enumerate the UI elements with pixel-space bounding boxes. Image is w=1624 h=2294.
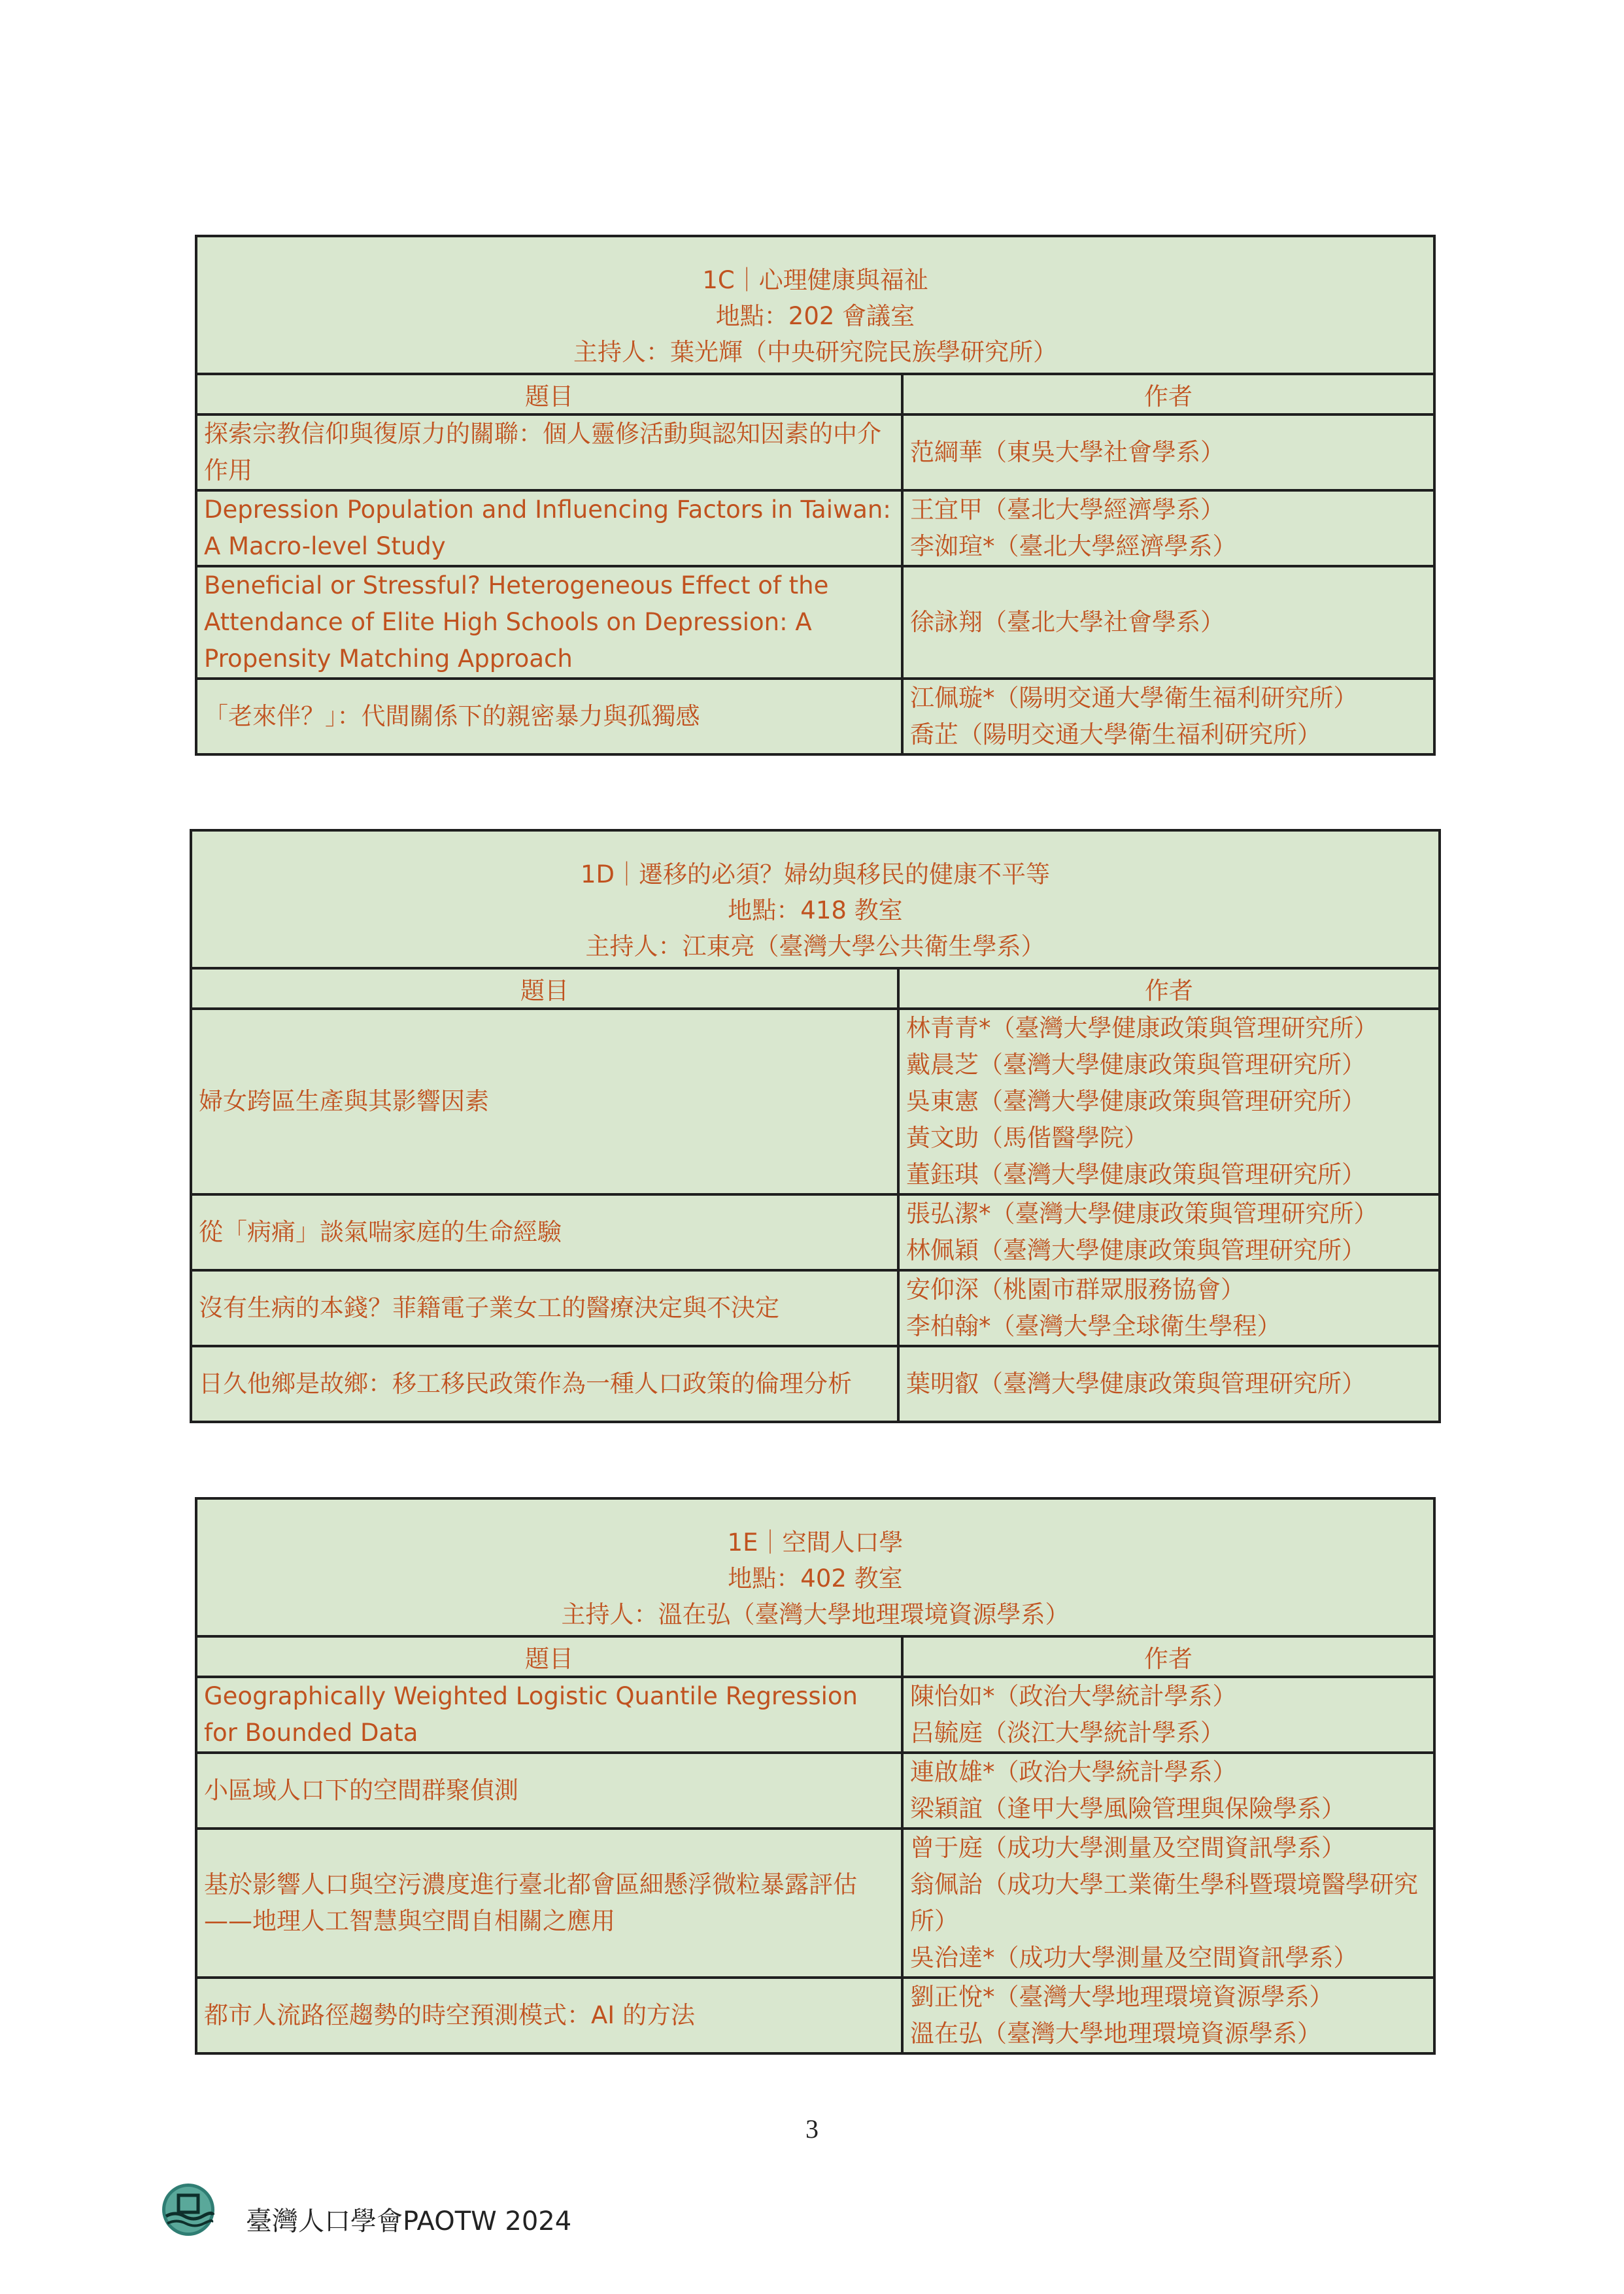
column-header-author: 作者 [902,1638,1433,1677]
author: 范綱華（東吳大學社會學系） [910,438,1225,466]
column-header-title: 題目 [197,375,902,414]
session-host: 主持人：溫在弘（臺灣大學地理環境資源學系） [561,1600,1070,1628]
author: 溫在弘（臺灣大學地理環境資源學系） [910,2019,1321,2048]
session-title: 1E｜空間人口學 [727,1528,904,1557]
paper-authors [898,1270,1438,1346]
paper-title: 婦女跨區生產與其影響因素 [192,1009,898,1194]
session-header [192,832,1438,970]
table-row [197,1978,1433,2052]
session-1d [190,829,1441,1423]
paper-title: Geographically Weighted Logistic Quantile Regression for Bounded Data [197,1677,902,1753]
author: 王宜甲（臺北大學經濟學系） [910,496,1225,524]
table-row [192,1270,1438,1346]
author: 黃文助（馬偕醫學院） [906,1124,1148,1152]
session-title: 1C｜心理健康與福祉 [702,266,928,294]
paper-authors [902,1978,1433,2052]
session-1c [195,235,1436,756]
paper-authors [898,1009,1438,1194]
paper-title: 都市人流路徑趨勢的時空預測模式：AI 的方法 [197,1978,902,2052]
author: 陳怡如*（政治大學統計學系） [910,1682,1237,1710]
paper-authors [902,566,1433,679]
session-table [197,375,1433,753]
author: 呂毓庭（淡江大學統計學系） [910,1719,1225,1747]
paper-title: 基於影響人口與空污濃度進行臺北都會區細懸浮微粒暴露評估——地理人工智慧與空間自相關之應用 [197,1829,902,1978]
author: 徐詠翔（臺北大學社會學系） [910,608,1225,636]
author: 連啟雄*（政治大學統計學系） [910,1758,1237,1786]
author: 吳東憲（臺灣大學健康政策與管理研究所） [906,1087,1366,1115]
session-header [197,1500,1433,1638]
paper-authors [902,1677,1433,1753]
session-venue: 地點：418 教室 [728,896,903,924]
paper-title: 小區域人口下的空間群聚偵測 [197,1753,902,1829]
paper-title: 探索宗教信仰與復原力的關聯：個人靈修活動與認知因素的中介作用 [197,414,902,490]
table-row [197,1829,1433,1978]
paper-title: 從「病痛」談氣喘家庭的生命經驗 [192,1194,898,1270]
table-header-row [192,970,1438,1009]
session-table [197,1638,1433,2052]
table-row [197,1753,1433,1829]
column-header-title: 題目 [192,970,898,1009]
paper-authors [898,1346,1438,1421]
paper-title: Beneficial or Stressful? Heterogeneous Effect of the Attendance of Elite High Schools on Depression: A Propensity Matching Approach [197,566,902,679]
paper-authors [902,1753,1433,1829]
author: 吳治達*（成功大學測量及空間資訊學系） [910,1944,1358,1972]
session-header [197,237,1433,375]
author: 喬芷（陽明交通大學衛生福利研究所） [910,720,1321,749]
author: 李洳瑄*（臺北大學經濟學系） [910,532,1237,560]
table-row [197,1677,1433,1753]
paper-authors [902,490,1433,566]
author: 張弘潔*（臺灣大學健康政策與管理研究所） [906,1200,1378,1228]
paper-title: 「老來伴？」：代間關係下的親密暴力與孤獨感 [197,679,902,753]
session-venue: 地點：202 會議室 [715,302,915,330]
paper-authors [902,679,1433,753]
author: 葉明叡（臺灣大學健康政策與管理研究所） [906,1370,1366,1398]
table-row [192,1194,1438,1270]
session-1e [195,1497,1436,2055]
table-row [197,490,1433,566]
table-header-row [197,1638,1433,1677]
column-header-author: 作者 [898,970,1438,1009]
table-row [197,414,1433,490]
session-venue: 地點：402 教室 [728,1564,903,1593]
author: 董鈺琪（臺灣大學健康政策與管理研究所） [906,1160,1366,1189]
table-row [197,566,1433,679]
session-host: 主持人：江東亮（臺灣大學公共衛生學系） [585,932,1045,960]
author: 安仰深（桃園市群眾服務協會） [906,1275,1245,1304]
author: 戴晨芝（臺灣大學健康政策與管理研究所） [906,1051,1366,1079]
session-table [192,970,1438,1421]
session-title: 1D｜遷移的必須？婦幼與移民的健康不平等 [580,860,1051,888]
paotw-logo-icon [161,2182,216,2237]
paper-authors [898,1194,1438,1270]
column-header-title: 題目 [197,1638,902,1677]
author: 林青青*（臺灣大學健康政策與管理研究所） [906,1014,1378,1042]
table-header-row [197,375,1433,414]
table-row [192,1009,1438,1194]
table-row [192,1346,1438,1421]
paper-title: 沒有生病的本錢？菲籍電子業女工的醫療決定與不決定 [192,1270,898,1346]
paper-title: 日久他鄉是故鄉：移工移民政策作為一種人口政策的倫理分析 [192,1346,898,1421]
author: 劉正悅*（臺灣大學地理環境資源學系） [910,1983,1334,2011]
author: 翁佩詒（成功大學工業衛生學科暨環境醫學研究所） [910,1870,1418,1935]
paper-title: Depression Population and Influencing Factors in Taiwan: A Macro-level Study [197,490,902,566]
author: 林佩穎（臺灣大學健康政策與管理研究所） [906,1236,1366,1264]
author: 江佩璇*（陽明交通大學衛生福利研究所） [910,684,1358,712]
footer-text: 臺灣人口學會PAOTW 2024 [246,2206,572,2236]
author: 梁穎誼（逢甲大學風險管理與保險學系） [910,1795,1345,1823]
author: 曾于庭（成功大學測量及空間資訊學系） [910,1834,1345,1862]
column-header-author: 作者 [902,375,1433,414]
session-host: 主持人：葉光輝（中央研究院民族學研究所） [573,338,1057,366]
page-number: 3 [805,2114,819,2144]
author: 李柏翰*（臺灣大學全球衛生學程） [906,1312,1281,1340]
paper-authors [902,414,1433,490]
paper-authors [902,1829,1433,1978]
table-row [197,679,1433,753]
